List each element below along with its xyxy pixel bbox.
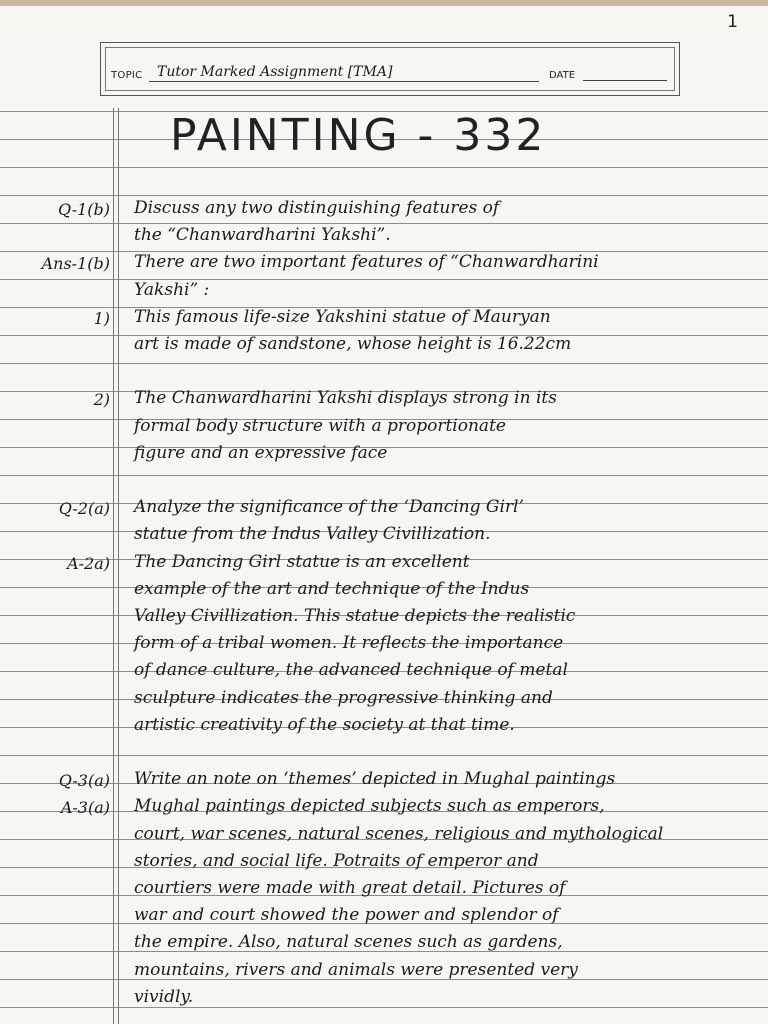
handwritten-line: form of a tribal women. It reflects the importance: [134, 633, 564, 654]
topic-value: Tutor Marked Assignment [TMA]: [149, 63, 539, 82]
question-label: Q-3(a): [58, 771, 110, 791]
margin-line: [113, 108, 114, 1024]
handwritten-line: the empire. Also, natural scenes such as gardens,: [134, 932, 563, 953]
handwritten-line: Analyze the significance of the ‘Dancing Girl’: [134, 497, 524, 518]
handwritten-line: vividly.: [134, 986, 194, 1007]
handwritten-line: statue from the Indus Valley Civillization.: [134, 524, 491, 545]
topic-header-box: [100, 42, 680, 96]
question-label: A-2a): [67, 553, 110, 573]
question-label: A-3(a): [60, 798, 110, 818]
handwritten-line: war and court showed the power and splendor of: [134, 905, 559, 926]
page-number: 1: [727, 12, 738, 32]
handwritten-line: Discuss any two distinguishing features of: [134, 198, 500, 218]
handwritten-line: There are two important features of “Chanwardharini: [134, 252, 599, 273]
date-blank-line: [583, 80, 667, 81]
handwritten-line: This famous life-size Yakshini statue of Mauryan: [134, 306, 551, 327]
handwritten-line: The Chanwardharini Yakshi displays strong in its: [134, 388, 557, 409]
page-title: PAINTING - 332: [170, 110, 547, 161]
question-label: 2): [93, 390, 110, 410]
handwritten-line: the “Chanwardharini Yakshi”.: [134, 225, 391, 246]
handwritten-line: stories, and social life. Potraits of emperor and: [134, 850, 539, 871]
handwritten-line: sculpture indicates the progressive thinking and: [134, 687, 553, 708]
handwritten-line: court, war scenes, natural scenes, religious and mythological: [134, 823, 664, 844]
handwritten-line: formal body structure with a proportionate: [134, 415, 506, 436]
question-label: Ans-1(b): [41, 254, 110, 274]
handwritten-line: Valley Civillization. This statue depicts the realistic: [134, 606, 576, 626]
handwritten-line: The Dancing Girl statue is an excellent: [134, 551, 470, 572]
question-label: 1): [93, 308, 110, 328]
handwritten-line: of dance culture, the advanced technique of metal: [134, 660, 568, 681]
handwritten-line: figure and an expressive face: [134, 442, 388, 463]
handwritten-line: art is made of sandstone, whose height is 16.22cm: [134, 334, 572, 354]
handwritten-line: example of the art and technique of the Indus: [134, 578, 530, 599]
question-label: Q-2(a): [58, 499, 110, 519]
handwritten-line: courtiers were made with great detail. Pictures of: [134, 878, 566, 898]
question-label: Q-1(b): [57, 200, 110, 219]
date-label: DATE: [549, 70, 576, 81]
handwritten-line: Write an note on ‘themes’ depicted in Mughal paintings: [134, 769, 616, 790]
handwritten-line: mountains, rivers and animals were presented very: [134, 959, 578, 980]
margin-line: [118, 108, 119, 1024]
topic-label: TOPIC: [111, 70, 143, 81]
handwritten-line: artistic creativity of the society at that time.: [134, 714, 515, 735]
handwritten-line: Mughal paintings depicted subjects such as emperors,: [134, 796, 605, 817]
handwritten-line: Yakshi” :: [134, 279, 210, 300]
